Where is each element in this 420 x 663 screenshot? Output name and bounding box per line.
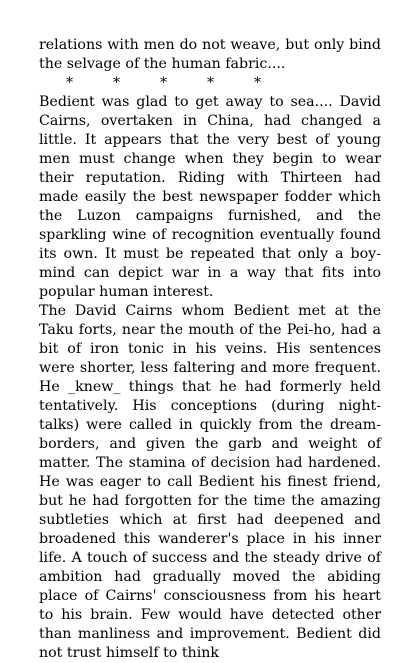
section-separator (39, 74, 381, 93)
separator-star: * (207, 75, 215, 91)
opening-fragment: relations with men do not weave, but only bind the selvage of the human fabric.... (39, 37, 381, 72)
separator-star: * (160, 75, 168, 91)
separator-star: * (113, 75, 121, 91)
separator-star: * (66, 75, 74, 91)
separator-star: * (254, 75, 262, 91)
book-page (39, 36, 381, 663)
paragraph-bedient-sea: Bedient was glad to get away to sea.... David Cairns, overtaken in China, had changed a little. It appears that the very best of young men must change when they begin to wear their reputation. Riding with Thirteen had made easily the best newspaper fodder which the Luzon campaigns furnished, and the sparkling wine of recognition eventually found its own. It must be repeated that only a boy-mind can depict war in a way that fits into popular human interest. (39, 94, 381, 300)
paragraph-cairns-taku: The David Cairns whom Bedient met at the Taku forts, near the mouth of the Pei-ho, had a bit of iron tonic in his veins. His sentences were shorter, less faltering and more frequent. He _knew_ things that he had formerly held tentatively. His conceptions (during night-talks) were called in quickly from the dream-borders, and given the garb and weight of matter. The stamina of decision had hardened. He was eager to call Bedient his finest friend, but he had forgotten for the time the amazing subtleties which at first had deepened and broadened this wanderer's place in his inner life. A touch of success and the steady drive of ambition had gradually moved the abiding place of Cairns' consciousness from his heart to his brain. Few would have detected other than manliness and improvement. Bedient did not trust himself to think (39, 303, 381, 661)
